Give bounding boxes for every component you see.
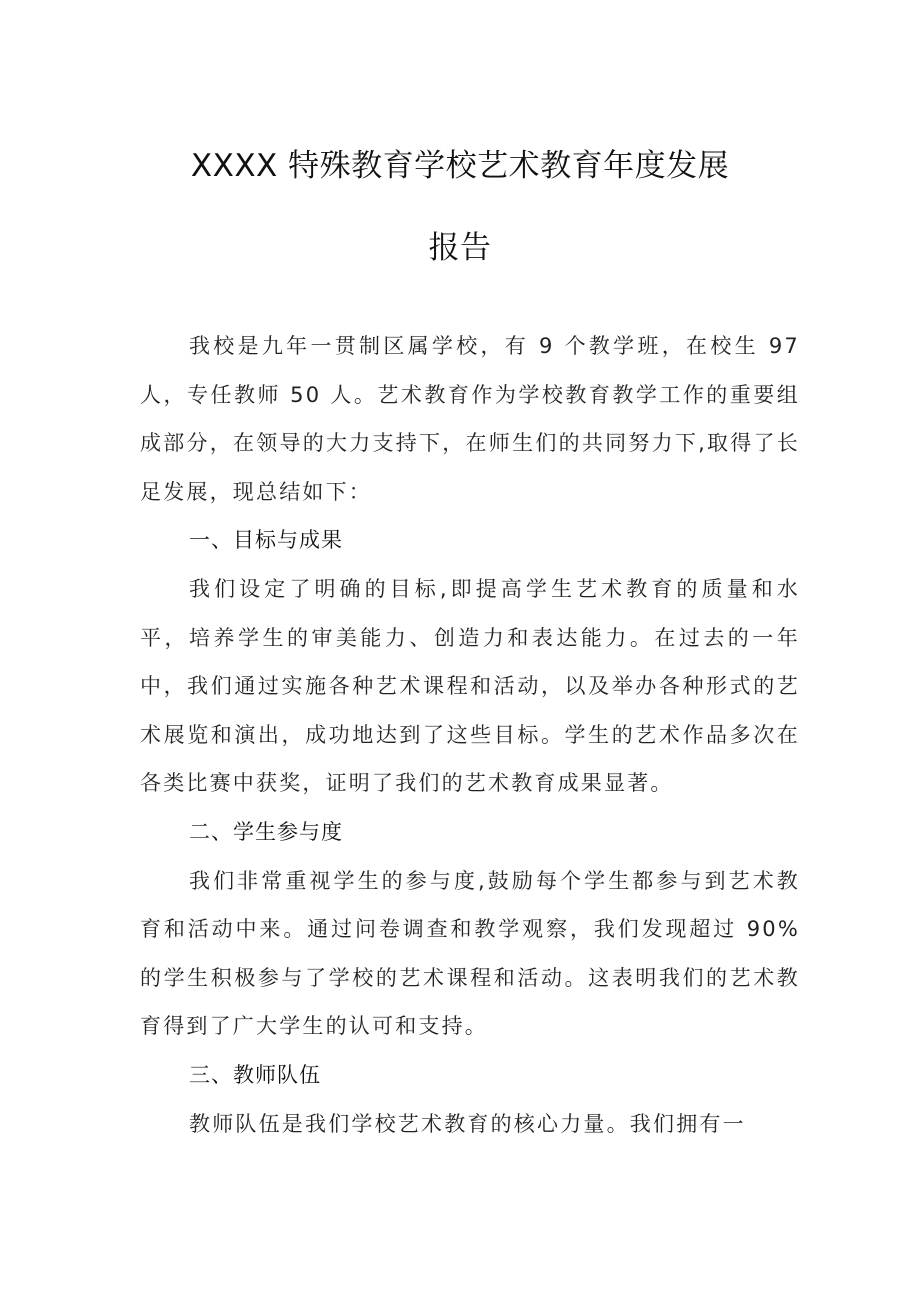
intro-paragraph: 我校是九年一贯制区属学校，有 9 个教学班，在校生 97 人，专任教师 50 人。艺术教育作为学校教育教学工作的重要组成部分，在领导的大力支持下，在师生们的共同努力下,取得了长足发展，现总结如下： xyxy=(140,334,800,504)
document-body xyxy=(140,322,800,1148)
section-text-participation: 我们非常重视学生的参与度,鼓励每个学生都参与到艺术教育和活动中来。通过问卷调查和教学观察，我们发现超过 90%的学生积极参与了学校的艺术课程和活动。这表明我们的艺术教育得到了广大学生的认可和支持。 xyxy=(140,868,800,1039)
section-text-teachers: 教师队伍是我们学校艺术教育的核心力量。我们拥有一 xyxy=(189,1111,746,1136)
section-heading-teachers: 三、教师队伍 xyxy=(189,1062,321,1087)
section-heading-participation: 二、学生参与度 xyxy=(189,819,343,844)
document-title-line-1: XXXX 特殊教育学校艺术教育年度发展 xyxy=(190,148,730,184)
section-text-goals: 我们设定了明确的目标,即提高学生艺术教育的质量和水平，培养学生的审美能力、创造力和表达能力。在过去的一年中，我们通过实施各种艺术课程和活动，以及举办各种形式的艺术展览和演出，成功地达到了这些目标。学生的艺术作品多次在各类比赛中获奖，证明了我们的艺术教育成果显著。 xyxy=(140,576,800,796)
document-title-line-2: 报告 xyxy=(428,230,492,266)
section-heading-goals: 一、目标与成果 xyxy=(189,528,343,553)
